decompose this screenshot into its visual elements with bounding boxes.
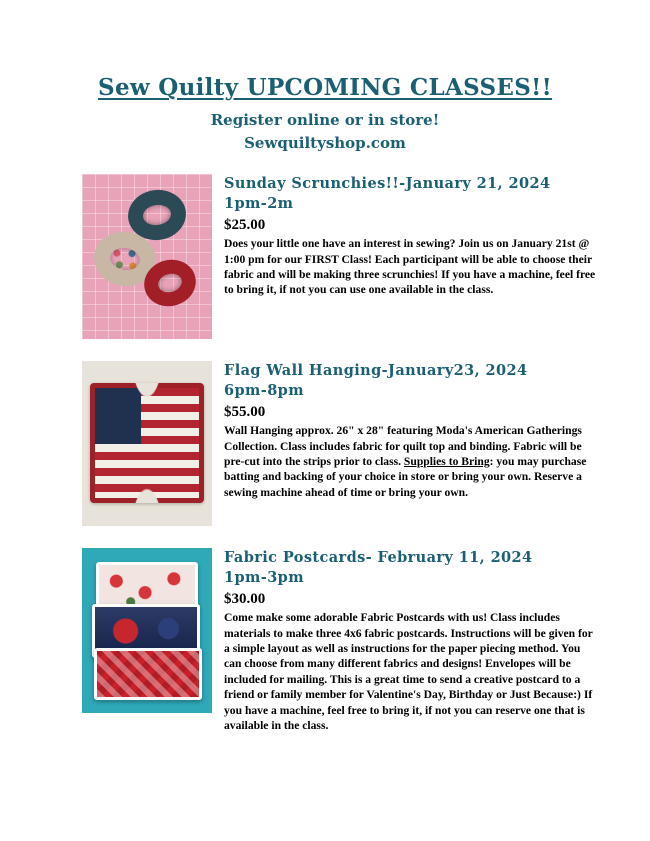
flag-quilt (90, 383, 204, 503)
class-image-container (40, 361, 212, 526)
registration-subtitle: Register online or in store! (210, 110, 440, 129)
class-time: 1pm-2m (224, 194, 294, 212)
class-image-container (40, 548, 212, 713)
class-description: Come make some adorable Fabric Postcards with us! Class includes materials to make three 4x6 fabric postcards. Instructions will be given for a simple layout as well as instructions for the paper piecing method. You can choose from many different fabrics and designs! Envelopes will be included for mailing. This is a great time to send a creative postcard to a friend or family member for Valentine's Day, Birthday or Just Because:) If you have a machine, feel free to bring it, if not you can reserve one that is available in the class. (224, 611, 593, 733)
class-listing-item (40, 174, 610, 339)
wave-edge-overlay (90, 383, 204, 503)
class-price: $30.00 (224, 591, 266, 608)
scrunchies-photo (82, 174, 212, 339)
class-info (212, 548, 610, 733)
class-info (212, 174, 610, 298)
class-image-container (40, 174, 212, 339)
description-part-1: Wall Hanging approx. 26" x 28" featuring Moda's American Gatherings Collection. Class includes fabric for quilt top and binding. Fabric will be pre-cut into the strips prior to class. (224, 424, 582, 469)
class-listing-item (40, 548, 610, 733)
flyer-header (40, 0, 610, 153)
class-price: $25.00 (224, 217, 266, 234)
website-text: Sewquiltyshop.com (244, 134, 406, 153)
class-title: Flag Wall Hanging-January23, 2024 (224, 362, 528, 380)
class-listings (40, 174, 610, 733)
class-time: 6pm-8pm (224, 381, 304, 399)
description-part-2: : you may purchase batting and backing of your choice in store or bring your own. Reserve a sewing machine ahead of time or bring your own. (224, 455, 587, 499)
fabric-postcards-photo (82, 548, 212, 713)
class-title: Sunday Scrunchies!!-January 21, 2024 (224, 175, 551, 193)
flag-wall-hanging-photo (82, 361, 212, 526)
page-title: Sew Quilty UPCOMING CLASSES!! (98, 74, 552, 101)
red-patchwork-postcard (94, 648, 202, 700)
class-info (212, 361, 610, 500)
class-description: Does your little one have an interest in sewing? Join us on January 21st @ 1:00 pm for our FIRST Class! Each participant will be able to choose their fabric and will be making three scrunchies! If you have a machine, feel free to bring it, if not you can use one available in the class. (224, 237, 596, 297)
supplies-to-bring-label: Supplies to Bring (403, 455, 490, 469)
class-price: $55.00 (224, 404, 266, 421)
class-title: Fabric Postcards- February 11, 2024 (224, 549, 533, 567)
class-listing-item (40, 361, 610, 526)
class-time: 1pm-3pm (224, 568, 304, 586)
class-description (224, 423, 600, 500)
